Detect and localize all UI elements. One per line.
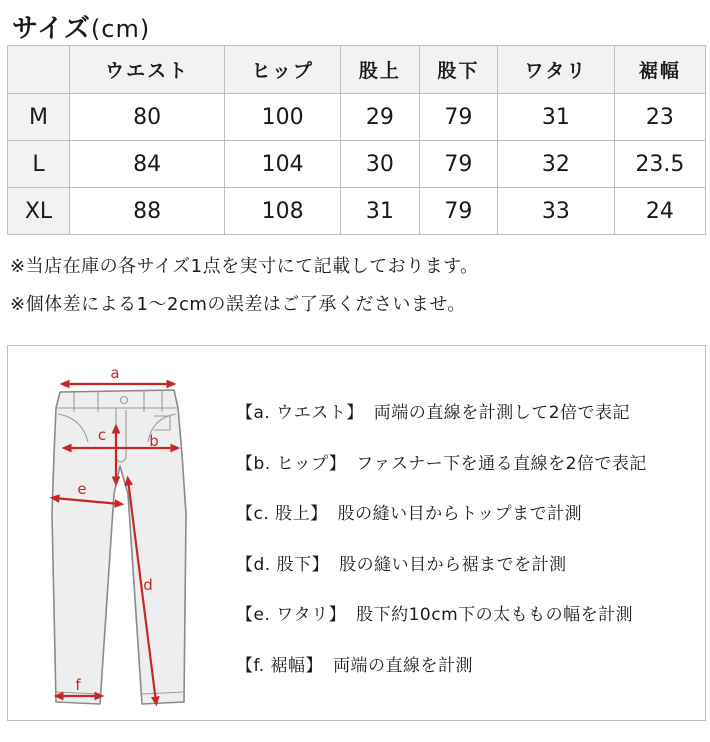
page-title	[12, 8, 150, 45]
title-unit: (cm)	[90, 15, 151, 43]
legend-item-hem	[236, 651, 647, 702]
header-hip: ヒップ	[225, 46, 341, 94]
note-tolerance: ※個体差による1〜2cmの誤差はご了承くださいませ。	[10, 294, 466, 315]
table-cell: 33	[498, 188, 615, 235]
table-row	[8, 94, 706, 141]
table-cell: 24	[614, 188, 705, 235]
legend-desc: 股の縫い目から裾までを計測	[339, 554, 567, 575]
legend-key: 【d. 股下】	[236, 554, 330, 575]
table-cell: 80	[70, 94, 225, 141]
legend-item-hip	[236, 449, 647, 500]
table-cell: 29	[341, 94, 420, 141]
note-measurement: ※当店在庫の各サイズ1点を実寸にて記載しております。	[10, 256, 479, 277]
table-cell: 31	[341, 188, 420, 235]
table-cell: 108	[225, 188, 341, 235]
header-hem: 裾幅	[614, 46, 705, 94]
table-cell: 79	[419, 94, 498, 141]
table-cell: 79	[419, 141, 498, 188]
legend-desc: 両端の直線を計測	[333, 655, 474, 676]
legend-item-inseam	[236, 550, 647, 601]
legend-key: 【c. 股上】	[236, 504, 328, 524]
table-cell: 23.5	[614, 141, 705, 188]
legend-key: 【f. 裾幅】	[236, 655, 324, 676]
header-rise: 股上	[341, 46, 420, 94]
legend-item-waist	[236, 398, 647, 449]
measurement-diagram	[7, 345, 706, 721]
legend-desc: 両端の直線を計測して2倍で表記	[373, 403, 631, 423]
label-c: c	[97, 426, 107, 444]
legend-key: 【e. ワタリ】	[236, 605, 347, 625]
legend-desc: 股の縫い目からトップまで計測	[337, 504, 583, 524]
size-label: XL	[8, 188, 70, 235]
header-thigh: ワタリ	[498, 46, 615, 94]
label-f: f	[75, 676, 81, 694]
size-label: M	[8, 94, 70, 141]
table-row	[8, 188, 706, 235]
table-cell: 30	[341, 141, 420, 188]
pants-outline	[52, 390, 186, 704]
legend-key: 【a. ウエスト】	[236, 403, 364, 423]
size-label: L	[8, 141, 70, 188]
table-cell: 79	[419, 188, 498, 235]
table-cell: 104	[225, 141, 341, 188]
legend-desc: 股下約10cm下の太ももの幅を計測	[356, 605, 634, 625]
legend-desc: ファスナー下を通る直線を2倍で表記	[356, 453, 647, 474]
measurement-legend	[236, 398, 647, 701]
table-row	[8, 141, 706, 188]
legend-item-rise	[236, 499, 647, 550]
table-cell: 100	[225, 94, 341, 141]
size-table	[7, 45, 706, 235]
pants-diagram	[16, 354, 216, 714]
label-b: b	[149, 432, 159, 450]
table-cell: 32	[498, 141, 615, 188]
title-text: サイズ	[12, 14, 91, 44]
header-inseam: 股下	[419, 46, 498, 94]
header-waist: ウエスト	[70, 46, 225, 94]
legend-item-thigh	[236, 600, 647, 651]
table-cell: 88	[70, 188, 225, 235]
table-header-row	[8, 46, 706, 94]
label-a: a	[110, 364, 120, 382]
label-d: d	[143, 576, 153, 594]
table-cell: 23	[614, 94, 705, 141]
legend-key: 【b. ヒップ】	[236, 453, 347, 474]
table-cell: 31	[498, 94, 615, 141]
table-cell: 84	[70, 141, 225, 188]
table-corner-cell	[8, 46, 70, 94]
label-e: e	[77, 480, 87, 498]
